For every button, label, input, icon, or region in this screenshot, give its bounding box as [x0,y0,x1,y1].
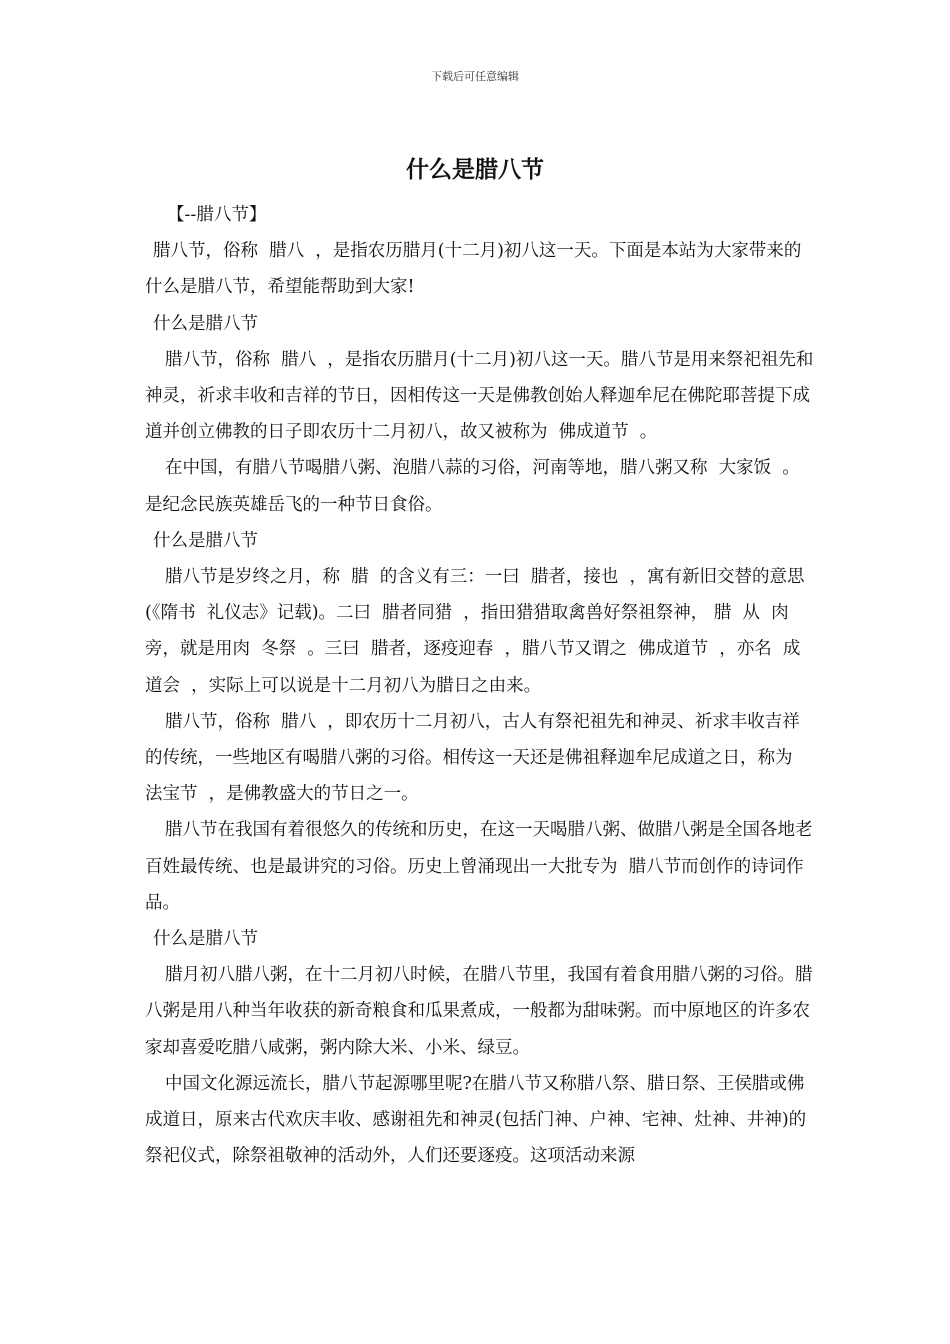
paragraph: 腊八节，俗称 腊八 ，是指农历腊月(十二月)初八这一天。腊八节是用来祭祀祖先和神灵，祈求丰收和吉祥的节日，因相传这一天是佛教创始人释迦牟尼在佛陀耶菩提下成道并创立佛教的日子即农历十二月初八，故又被称为 佛成道节 。 [145,349,814,443]
section-heading: 什么是腊八节 [153,313,258,334]
paragraph: 腊八节，俗称 腊八 ，即农历十二月初八，古人有祭祀祖先和神灵、祈求丰收吉祥的传统，一些地区有喝腊八粥的习俗。相传这一天还是佛祖释迦牟尼成道之日，称为 法宝节 ，是佛教盛大的节日之一。 [145,711,804,805]
paragraph: 腊八节在我国有着很悠久的传统和历史，在这一天喝腊八粥、做腊八粥是全国各地老百姓最传统、也是最讲究的习俗。历史上曾涌现出一大批专为 腊八节而创作的诗词作品。 [145,820,813,913]
tag-line: 【--腊八节】 [167,205,267,225]
section-heading: 什么是腊八节 [153,530,258,551]
paragraph: 中国文化源远流长，腊八节起源哪里呢?在腊八节又称腊八祭、腊日祭、王侯腊或佛成道日，原来古代欢庆丰收、感谢祖先和神灵(包括门神、户神、宅神、灶神、井神)的祭祀仪式，除祭祖敬神的活动外，人们还要逐疫。这项活动来源 [145,1073,807,1167]
document-body [145,197,815,1174]
paragraph: 在中国，有腊八节喝腊八粥、泡腊八蒜的习俗，河南等地，腊八粥又称 大家饭 。是纪念民族英雄岳飞的一种节日食俗。 [145,458,800,515]
paragraph: 腊月初八腊八粥，在十二月初八时候，在腊八节里，我国有着食用腊八粥的习俗。腊八粥是用八种当年收获的新奇粮食和瓜果煮成，一般都为甜味粥。而中原地区的许多农家却喜爱吃腊八咸粥，粥内除大米、小米、绿豆。 [145,965,813,1058]
header-note: 下载后可任意编辑 [431,70,519,83]
paragraph: 腊八节是岁终之月，称 腊 的含义有三：一曰 腊者，接也 ，寓有新旧交替的意思(《隋书 礼仪志》记载)。二曰 腊者同猎 ，指田猎猎取禽兽好祭祖祭神， 腊 从 肉 旁，就是用肉 冬祭 。三曰 腊者，逐疫迎春 ，腊八节又谓之 佛成道节 ，亦名 成道会 ，实际上可以说是十二月初八为腊日之由来。 [145,567,805,696]
intro-paragraph: 腊八节，俗称 腊八 ，是指农历腊月(十二月)初八这一天。下面是本站为大家带来的什么是腊八节，希望能帮助到大家! [145,241,802,298]
document-title: 什么是腊八节 [406,157,544,183]
section-heading: 什么是腊八节 [153,929,258,950]
